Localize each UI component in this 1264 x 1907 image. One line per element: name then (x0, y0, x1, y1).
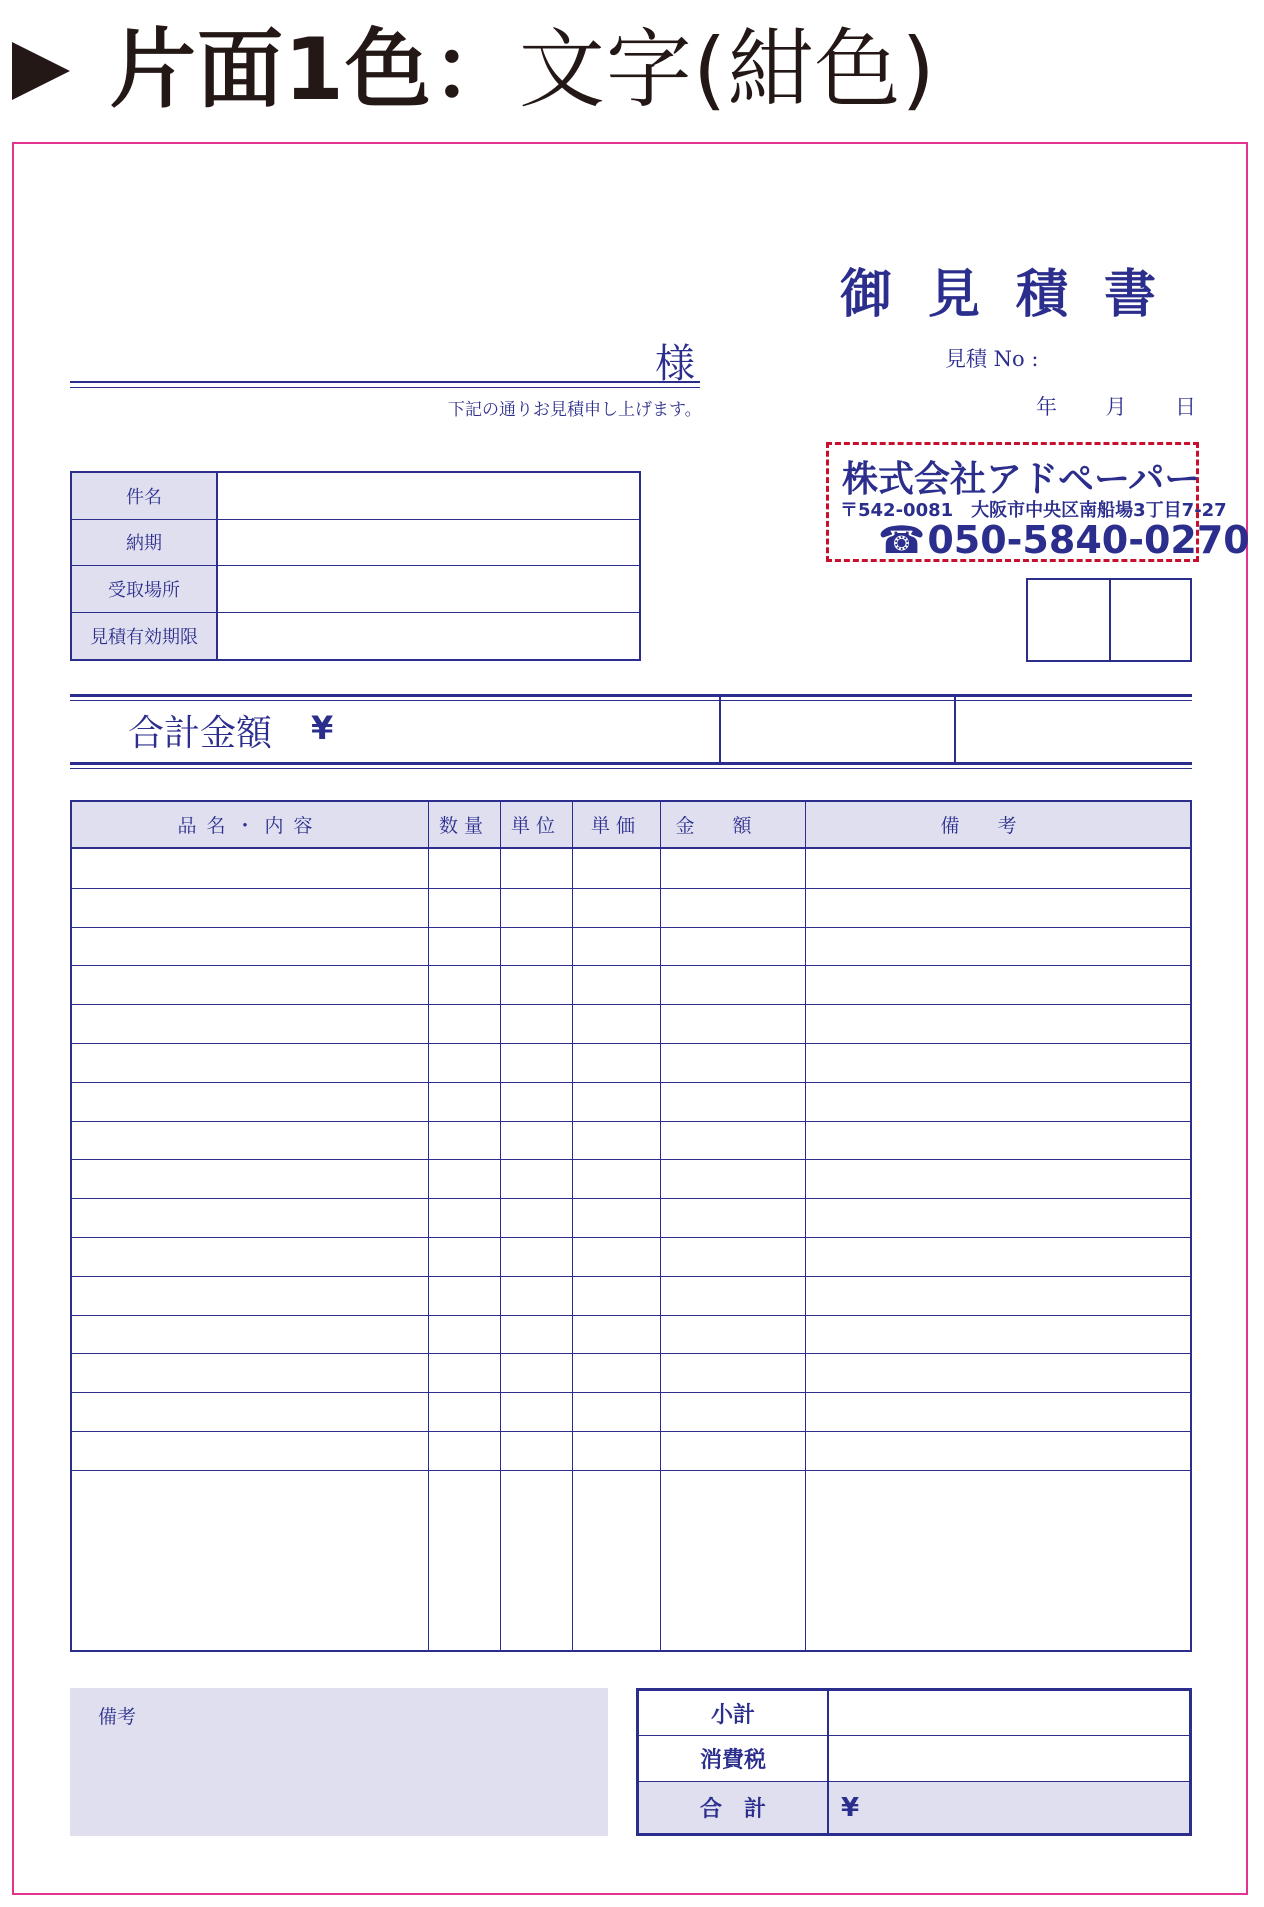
info-row-subject (72, 473, 639, 520)
company-tel (878, 518, 1250, 562)
heading-bold: 片面1色： (110, 20, 519, 120)
grand-total-field[interactable]: ¥ (841, 1792, 860, 1823)
total-rule (70, 694, 1192, 697)
info-row-deadline (72, 520, 639, 567)
table-row[interactable] (72, 1353, 1190, 1392)
summary-label: 小計 (639, 1691, 829, 1735)
year-label: 年 (1036, 395, 1057, 419)
day-label: 日 (1175, 395, 1196, 419)
table-row[interactable] (72, 1237, 1190, 1276)
remarks-box[interactable] (70, 1688, 608, 1836)
addressee-line-thin (70, 387, 700, 388)
table-row[interactable] (72, 965, 1190, 1004)
table-row[interactable] (72, 1392, 1190, 1431)
info-row-validity (72, 613, 639, 660)
notice-text: 下記の通りお見積申し上げます。 (448, 400, 702, 420)
seal-boxes (1026, 578, 1192, 662)
column-header: 単価 (590, 815, 641, 837)
summary-label: 消費税 (639, 1736, 829, 1781)
heading-rest: 文字(紺色) (518, 20, 936, 120)
subject-field[interactable] (218, 473, 639, 519)
triangle-arrow-icon (12, 42, 70, 100)
table-row[interactable] (72, 927, 1190, 966)
table-row[interactable] (72, 1198, 1190, 1237)
info-label: 受取場所 (72, 566, 218, 612)
addressee-suffix: 様 (655, 341, 695, 387)
page-header (0, 0, 1264, 140)
info-label: 納期 (72, 520, 218, 566)
table-row[interactable] (72, 1043, 1190, 1082)
total-currency: ¥ (311, 709, 334, 747)
delivery-place-field[interactable] (218, 566, 639, 612)
total-rule (70, 768, 1192, 769)
addressee-line (70, 381, 700, 383)
column-header: 金額 (675, 815, 790, 837)
summary-row-tax (639, 1736, 1189, 1782)
summary-row-subtotal (639, 1691, 1189, 1736)
items-header (72, 802, 1190, 849)
table-row[interactable] (72, 1004, 1190, 1043)
validity-field[interactable] (218, 613, 639, 660)
table-row[interactable] (72, 1276, 1190, 1315)
table-row[interactable] (72, 1159, 1190, 1198)
column-header: 数量 (438, 815, 489, 837)
phone-icon: ☎ (878, 518, 926, 562)
total-rule (70, 762, 1192, 765)
summary-table (636, 1688, 1192, 1836)
total-divider (954, 697, 956, 762)
summary-row-total (639, 1782, 1189, 1833)
total-divider (719, 697, 721, 762)
column-header: 備考 (940, 815, 1055, 837)
seal-divider (1109, 580, 1111, 660)
page-heading (110, 18, 936, 122)
info-label: 見積有効期限 (72, 613, 218, 660)
remarks-label: 備考 (98, 1706, 137, 1728)
table-row[interactable] (72, 1121, 1190, 1160)
date-row (1036, 391, 1196, 421)
table-row[interactable] (72, 1470, 1190, 1509)
column-header: 単位 (510, 815, 561, 837)
table-row[interactable] (72, 1082, 1190, 1121)
table-row[interactable] (72, 849, 1190, 888)
estimate-number-label: 見積 No : (945, 347, 1039, 371)
column-header: 品名・内容 (177, 815, 323, 837)
month-label: 月 (1105, 395, 1127, 419)
company-address: 〒542-0081 大阪市中央区南船場3丁目7-27 (840, 500, 1227, 521)
document-title: 御見積書 (840, 264, 1193, 325)
subtotal-field[interactable] (829, 1691, 1189, 1735)
info-label: 件名 (72, 473, 218, 519)
tax-field[interactable] (829, 1736, 1189, 1781)
total-amount-label: 合計金額 (128, 713, 273, 754)
tel-number: 050-5840-0270 (927, 518, 1250, 562)
total-rule (70, 700, 1192, 701)
info-row-place (72, 566, 639, 613)
table-row[interactable] (72, 1431, 1190, 1470)
items-table (70, 800, 1192, 1652)
table-row[interactable] (72, 1315, 1190, 1354)
summary-label: 合 計 (639, 1782, 829, 1833)
table-row[interactable] (72, 888, 1190, 927)
company-name: 株式会社アドペーパー (842, 459, 1201, 500)
deadline-field[interactable] (218, 520, 639, 566)
info-table (70, 471, 641, 661)
